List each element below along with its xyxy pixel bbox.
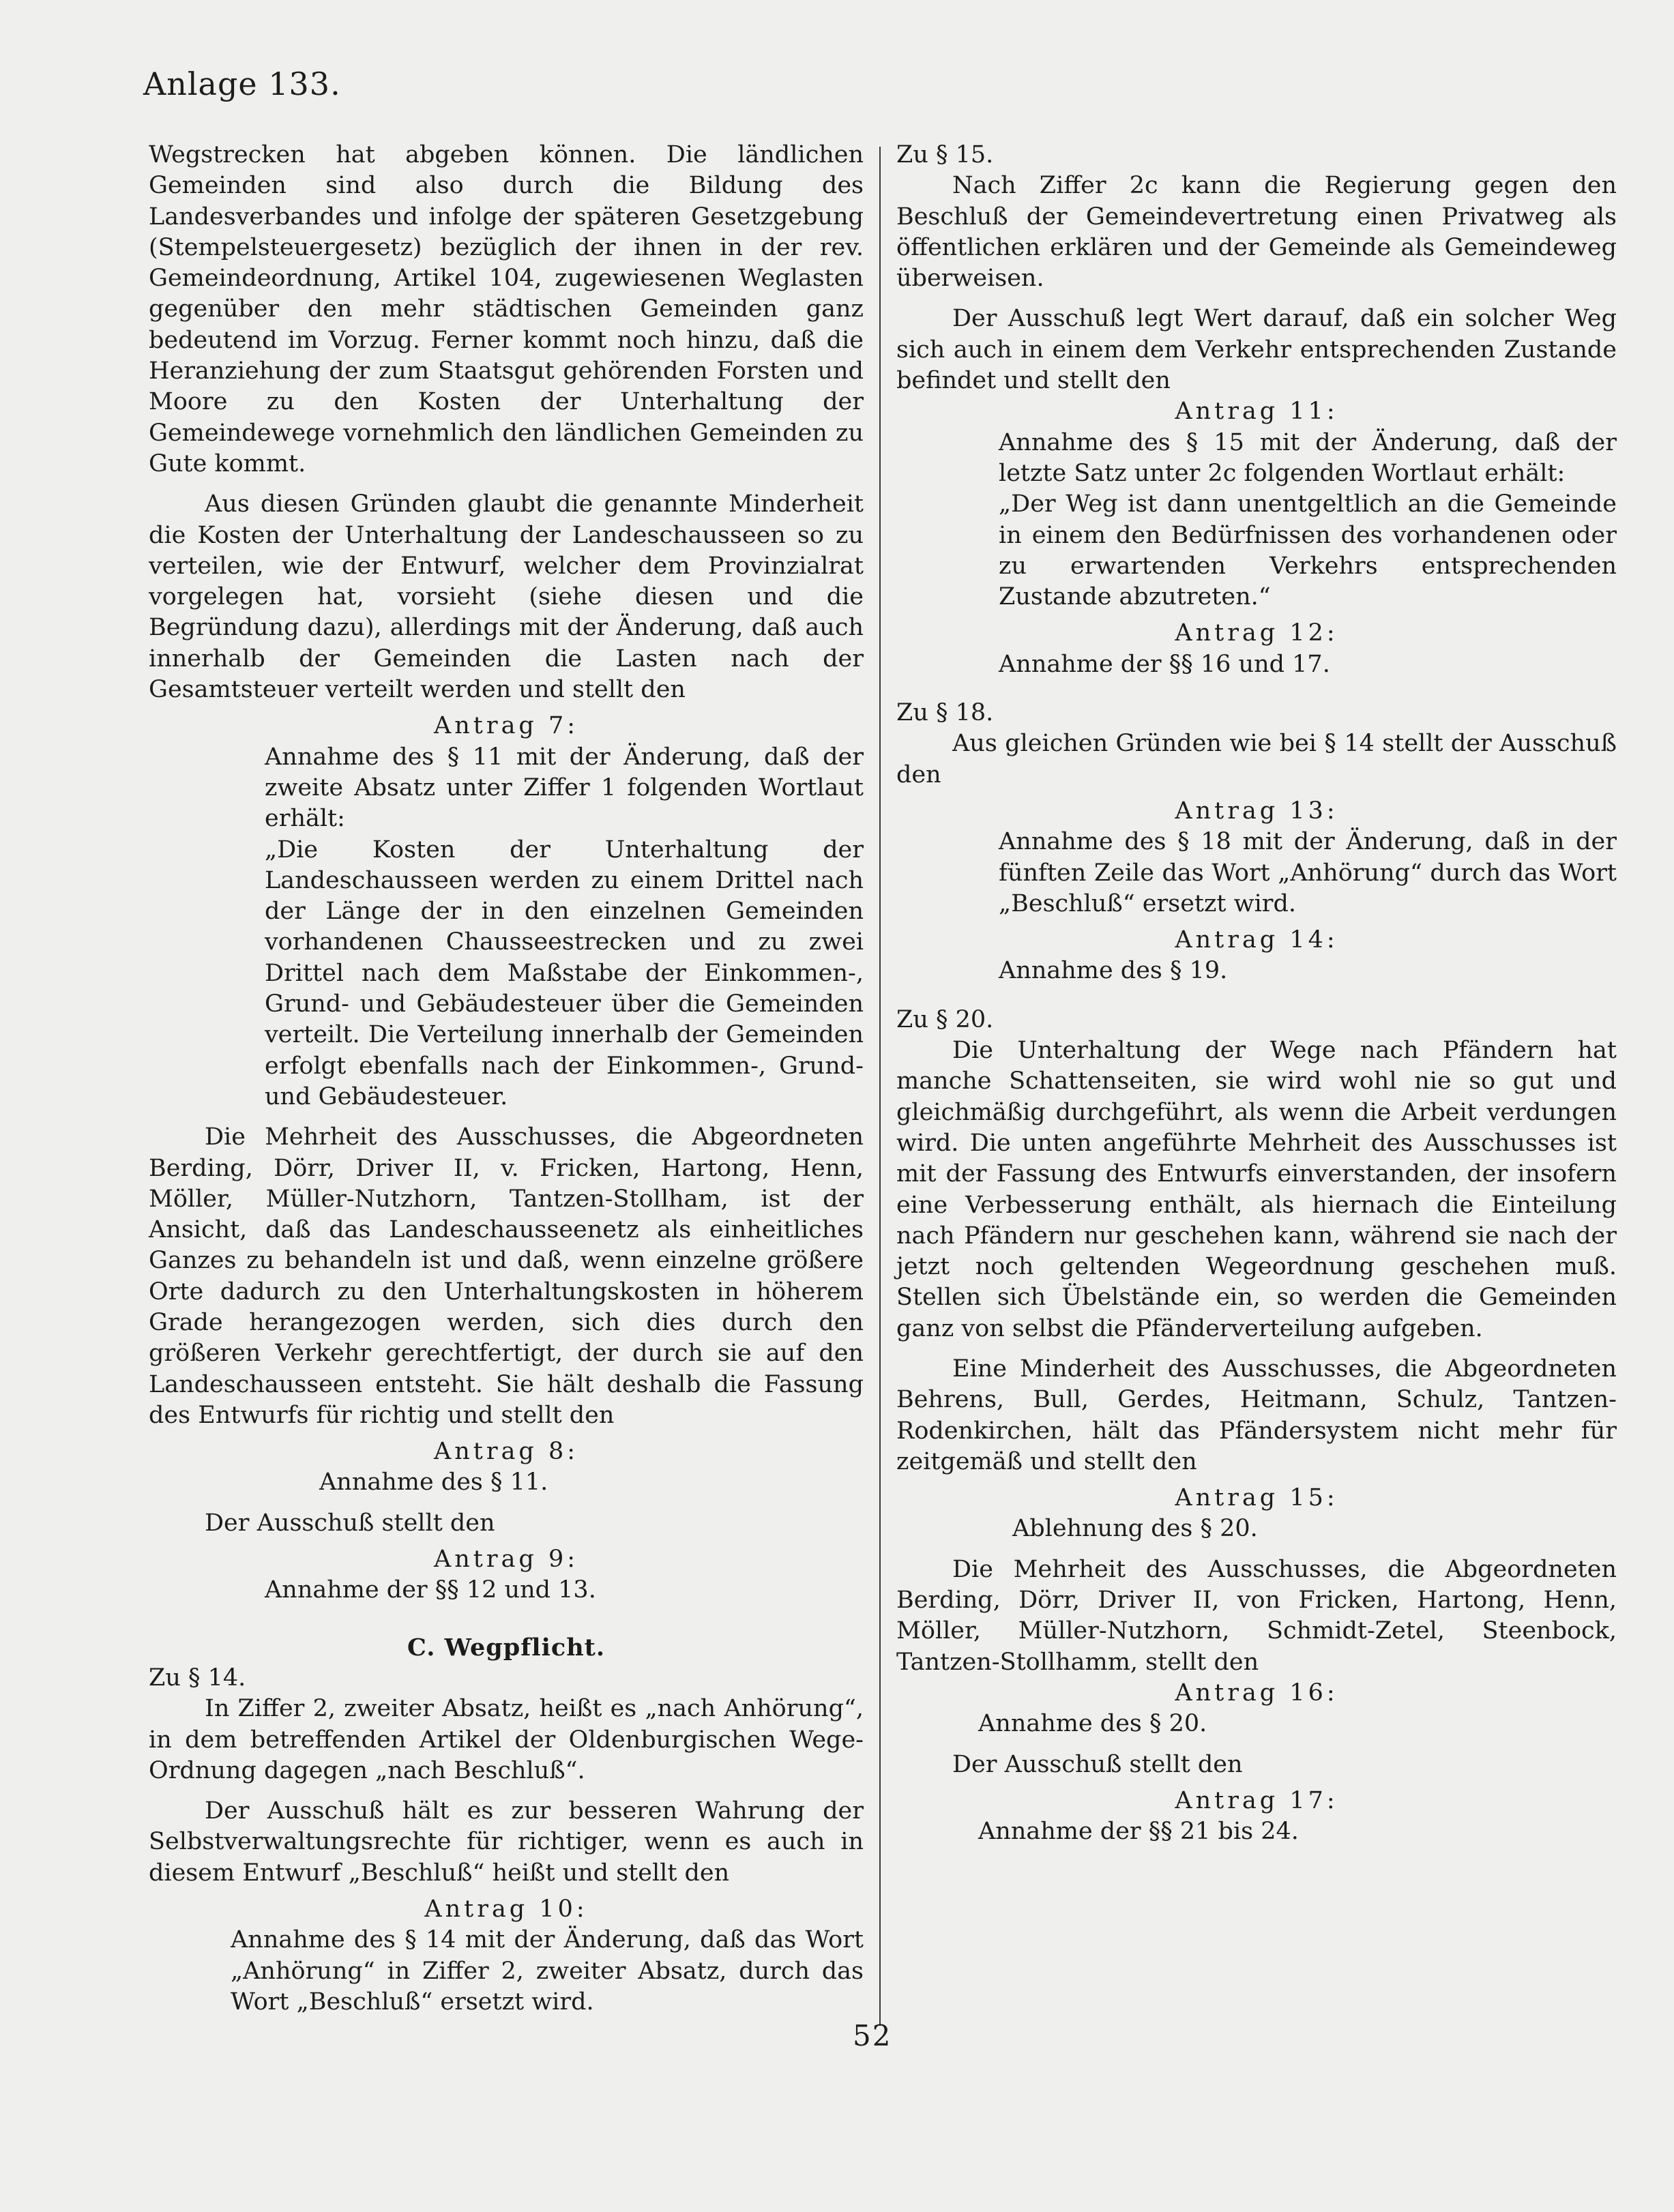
- paragraph: Eine Minderheit des Ausschusses, die Abgeordneten Behrens, Bull, Gerdes, Heitmann, Schulz, Tantzen-Rodenkirchen, hält das Pfändersystem nicht mehr für zeitgemäß und stellt den: [896, 1355, 1617, 1475]
- motion-heading: Antrag 8:: [433, 1438, 579, 1466]
- motion-text: Annahme des § 11 mit der Änderung, daß der zweite Absatz unter Ziffer 1 folgenden Wortlaut erhält:: [265, 743, 864, 833]
- paragraph: Wegstrecken hat abgeben können. Die ländlichen Gemeinden sind also durch die Bildung des Landesverbandes und infolge der späteren Gesetzgebung (Stempelsteuergesetz) bezüglich der ihnen in der rev. Gemeindeordnung, Artikel 104, zugewiesenen Weglasten gegenüber den mehr städtischen Gemeinden ganz bedeutend im Vorzug. Ferner kommt noch hinzu, daß die Heranziehung der zum Staatsgut gehörenden Forsten und Moore zu den Kosten der Unterhaltung der Gemeindewege vornehmlich den ländlichen Gemeinden zu Gute kommt.: [149, 141, 864, 477]
- motion-heading: Antrag 10:: [424, 1896, 588, 1923]
- motion-text: Annahme der §§ 16 und 17.: [999, 650, 1330, 678]
- section-reference: Zu § 20.: [896, 1005, 994, 1033]
- motion-text: Annahme des § 14 mit der Änderung, daß das Wort „Anhörung“ in Ziffer 2, zweiter Absatz, durch das Wort „Beschluß“ ersetzt wird.: [231, 1926, 864, 2016]
- paragraph: Die Unterhaltung der Wege nach Pfändern hat manche Schattenseiten, sie wird wohl nie so gut und gleichmäßig durchgeführt, als wenn die Arbeit verdungen wird. Die unten angeführte Mehrheit des Ausschusses ist mit der Fassung des Entwurfs einverstanden, der insofern eine Verbesserung enthält, als hiernach die Einteilung nach Pfändern nur geschehen kann, während sie nach der jetzt noch geltenden Wegeordnung geschehen muß. Stellen sich Übelstände ein, so werden die Gemeinden ganz von selbst die Pfänderverteilung aufgeben.: [896, 1037, 1617, 1342]
- motion-text: Annahme des § 11.: [319, 1469, 548, 1496]
- section-heading: C. Wegpflicht.: [407, 1633, 606, 1662]
- motion-heading: Antrag 17:: [1175, 1786, 1338, 1814]
- motion-heading: Antrag 7:: [433, 712, 579, 740]
- motion-text: Annahme des § 18 mit der Änderung, daß in der fünften Zeile das Wort „Anhörung“ durch das Wort „Beschluß“ ersetzt wird.: [999, 828, 1617, 917]
- paragraph: Der Ausschuß stellt den: [205, 1509, 495, 1537]
- motion-heading: Antrag 11:: [1175, 398, 1338, 426]
- motion-text: Annahme des § 19.: [999, 957, 1228, 985]
- motion-quote: „Der Weg ist dann unentgeltlich an die Gemeinde in einem den Bedürfnissen des vorhandenen oder zu erwartenden Verkehrs entsprechenden Zustande abzutreten.“: [999, 490, 1617, 611]
- section-reference: Zu § 14.: [149, 1664, 246, 1692]
- motion-heading: Antrag 13:: [1175, 797, 1338, 825]
- left-column: [149, 140, 864, 2018]
- paragraph: Die Mehrheit des Ausschusses, die Abgeordneten Berding, Dörr, Driver II, von Fricken, Hartong, Henn, Möller, Müller-Nutzhorn, Schmidt-Zetel, Steenbock, Tantzen-Stollhamm, stellt den: [896, 1555, 1617, 1676]
- motion-text: Annahme der §§ 12 und 13.: [265, 1576, 596, 1604]
- section-reference: Zu § 15.: [896, 141, 994, 168]
- section-reference: Zu § 18.: [896, 699, 994, 727]
- paragraph: Der Ausschuß legt Wert darauf, daß ein solcher Weg sich auch in einem dem Verkehr entsprechenden Zustande befindet und stellt den: [896, 305, 1617, 395]
- motion-text: Annahme der §§ 21 bis 24.: [978, 1818, 1299, 1846]
- motion-heading: Antrag 12:: [1175, 619, 1338, 647]
- paragraph: Nach Ziffer 2c kann die Regierung gegen den Beschluß der Gemeindevertretung einen Privatweg als öffentlichen erklären und der Gemeinde als Gemeindeweg überweisen.: [896, 172, 1617, 293]
- right-column: [896, 140, 1617, 1847]
- paragraph: Aus gleichen Gründen wie bei § 14 stellt der Ausschuß den: [896, 730, 1617, 788]
- motion-quote: „Die Kosten der Unterhaltung der Landeschausseen werden zu einem Drittel nach der Länge der in den einzelnen Gemeinden vorhandenen Chausseestrecken und zu zwei Drittel nach dem Maßstabe der Einkommen-, Grund- und Gebäudesteuer über die Gemeinden verteilt. Die Verteilung innerhalb der Gemeinden erfolgt ebenfalls nach der Einkommen-, Grund- und Gebäudesteuer.: [265, 836, 864, 1110]
- paragraph: Aus diesen Gründen glaubt die genannte Minderheit die Kosten der Unterhaltung der Landeschausseen so zu verteilen, wie der Entwurf, welcher dem Provinzialrat vorgelegen hat, vorsieht (siehe diesen und die Begründung dazu), allerdings mit der Änderung, daß auch innerhalb der Gemeinden die Lasten nach der Gesamtsteuer verteilt werden und stellt den: [149, 490, 864, 704]
- page-header: Anlage 133.: [143, 65, 341, 102]
- motion-heading: Antrag 9:: [433, 1546, 579, 1574]
- paragraph: Die Mehrheit des Ausschusses, die Abgeordneten Berding, Dörr, Driver II, v. Fricken, Hartong, Henn, Möller, Müller-Nutzhorn, Tantzen-Stollham, ist der Ansicht, daß das Landeschausseenetz als einheitliches Ganzes zu behandeln ist und daß, wenn einzelne größere Orte dadurch zu den Unterhaltungskosten in höherem Grade herangezogen werden, sich dies durch den größeren Verkehr gerechtfertigt, der durch sie auf den Landeschausseen entsteht. Sie hält deshalb die Fassung des Entwurfs für richtig und stellt den: [149, 1123, 864, 1429]
- page-number: 52: [853, 2019, 892, 2052]
- column-divider: [879, 147, 881, 2026]
- motion-heading: Antrag 16:: [1175, 1679, 1338, 1707]
- paragraph: Der Ausschuß hält es zur besseren Wahrung der Selbstverwaltungsrechte für richtiger, wenn es auch in diesem Entwurf „Beschluß“ heißt und stellt den: [149, 1797, 864, 1887]
- paragraph: Der Ausschuß stellt den: [952, 1750, 1243, 1778]
- paragraph: In Ziffer 2, zweiter Absatz, heißt es „nach Anhörung“, in dem betreffenden Artikel der Oldenburgischen Wege-Ordnung dagegen „nach Beschluß“.: [149, 1695, 864, 1784]
- motion-text: Annahme des § 20.: [978, 1710, 1207, 1738]
- motion-text: Ablehnung des § 20.: [1012, 1515, 1258, 1543]
- motion-text: Annahme des § 15 mit der Änderung, daß der letzte Satz unter 2c folgenden Wortlaut erhält:: [999, 428, 1617, 487]
- motion-heading: Antrag 14:: [1175, 926, 1338, 954]
- motion-heading: Antrag 15:: [1175, 1484, 1338, 1512]
